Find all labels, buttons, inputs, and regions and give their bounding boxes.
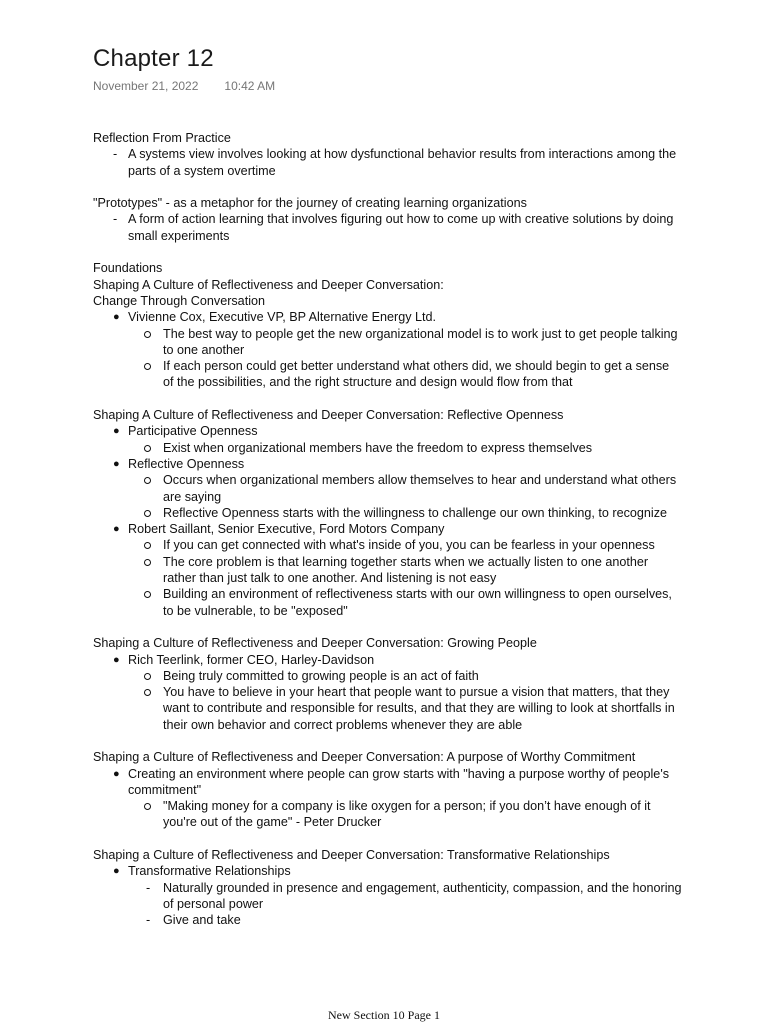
list-item-text: Vivienne Cox, Executive VP, BP Alternative Energy Ltd. [128,310,437,325]
dash-icon: - [113,212,118,227]
list-item-text: A systems view involves looking at how dysfunctional behavior results from interactions among the parts of a system overtime [128,147,677,178]
list-item [93,505,683,521]
circle-bullet-icon [144,559,151,566]
heading-reflection-from-practice: Reflection From Practice [93,131,231,145]
list-item-text: Robert Saillant, Senior Executive, Ford Motors Company [128,522,445,537]
list-item-text: Exist when organizational members have the freedom to express themselves [163,440,593,455]
list-item [93,521,683,537]
list-item-text: Transformative Relationships [128,864,291,879]
heading-prototypes: "Prototypes" - as a metaphor for the journey of creating learning organizations [93,196,527,211]
list-item [93,668,683,684]
circle-bullet-icon [144,803,151,810]
bullet-icon: ● [113,653,120,666]
list-item [93,456,683,472]
page-title: Chapter 12 [93,45,214,72]
list-item-text: A form of action learning that involves figuring out how to come up with creative solutions by doing small experiments [128,212,674,243]
list-item [93,211,683,244]
heading-growing-people: Shaping a Culture of Reflectiveness and Deeper Conversation: Growing People [93,636,537,651]
list-item-text: Give and take [163,913,241,928]
list-item-text: Building an environment of reflectiveness starts with our own willingness to open ourselves, to be vulnerable, to be "exposed" [163,587,672,618]
list-item [93,554,683,587]
list-item-text: If each person could get better understand what others did, we should begin to get a sense of the possibilities, and the right structure and design would flow from that [163,359,670,390]
list-item [93,423,683,439]
list-item [93,652,683,668]
list-item [93,537,683,553]
list-item [93,309,683,325]
bullet-icon: ● [113,457,120,470]
list-item-text: Naturally grounded in presence and engagement, authenticity, compassion, and the honoring of personal power [163,880,682,911]
list-item-text: Creating an environment where people can grow starts with "having a purpose worthy of people's commitment" [128,766,670,797]
bullet-icon: ● [113,523,120,536]
circle-bullet-icon [144,542,151,549]
list-item-text: Participative Openness [128,424,258,439]
list-item [93,863,683,879]
circle-bullet-icon [144,673,151,680]
page-footer: New Section 10 Page 1 [328,1008,440,1022]
list-item [93,326,683,359]
heading-shaping-culture: Shaping A Culture of Reflectiveness and Deeper Conversation: [93,277,444,292]
dash-icon: - [146,913,151,928]
note-body [93,130,683,929]
circle-bullet-icon [144,477,151,484]
list-item [93,880,683,913]
circle-bullet-icon [144,510,151,517]
circle-bullet-icon [144,331,151,338]
list-item-text: Being truly committed to growing people is an act of faith [163,668,479,683]
heading-foundations: Foundations [93,261,163,276]
heading-worthy-commitment: Shaping a Culture of Reflectiveness and Deeper Conversation: A purpose of Worthy Commitment [93,750,636,765]
list-item-text: The best way to people get the new organizational model is to work just to get people talking to one another [163,326,678,357]
heading-transformative-relationships: Shaping a Culture of Reflectiveness and Deeper Conversation: Transformative Relationships [93,848,610,863]
list-item [93,798,683,831]
page-date: November 21, 2022 [93,79,199,93]
list-item [93,472,683,505]
page-timestamp [93,78,275,94]
heading-change-through-conversation: Change Through Conversation [93,293,265,308]
list-item-text: The core problem is that learning together starts when we actually listen to one another rather than just talk to one another. And listening is not easy [163,554,649,586]
heading-reflective-openness: Shaping A Culture of Reflectiveness and Deeper Conversation: Reflective Openness [93,408,564,423]
bullet-icon: ● [113,311,120,324]
list-item [93,912,683,928]
dash-icon: - [146,880,151,895]
circle-bullet-icon [144,445,151,452]
dash-icon: - [113,147,118,162]
list-item [93,358,683,391]
list-item [93,684,683,733]
list-item [93,146,683,179]
list-item-text: You have to believe in your heart that people want to pursue a vision that matters, that they want to contribute and responsible for results, and that they are willing to look at shortfalls in their own behavior and correct problems whenever they are able [163,685,675,732]
list-item [93,440,683,456]
list-item [93,766,683,799]
bullet-icon: ● [113,767,120,780]
circle-bullet-icon [144,591,151,598]
list-item-text: Rich Teerlink, former CEO, Harley-Davidson [128,652,375,667]
list-item-text: Reflective Openness starts with the willingness to challenge our own thinking, to recognize [163,505,668,520]
bullet-icon: ● [113,425,120,438]
page-time: 10:42 AM [224,79,276,93]
circle-bullet-icon [144,689,151,696]
list-item-text: "Making money for a company is like oxygen for a person; if you don’t have enough of it you're out of the game" - Peter Drucker [163,799,651,830]
bullet-icon: ● [113,865,120,878]
list-item [93,586,683,619]
list-item-text: Occurs when organizational members allow themselves to hear and understand what others are saying [163,473,677,504]
circle-bullet-icon [144,363,151,370]
list-item-text: Reflective Openness [128,456,245,471]
list-item-text: If you can get connected with what's inside of you, you can be fearless in your openness [163,538,655,553]
